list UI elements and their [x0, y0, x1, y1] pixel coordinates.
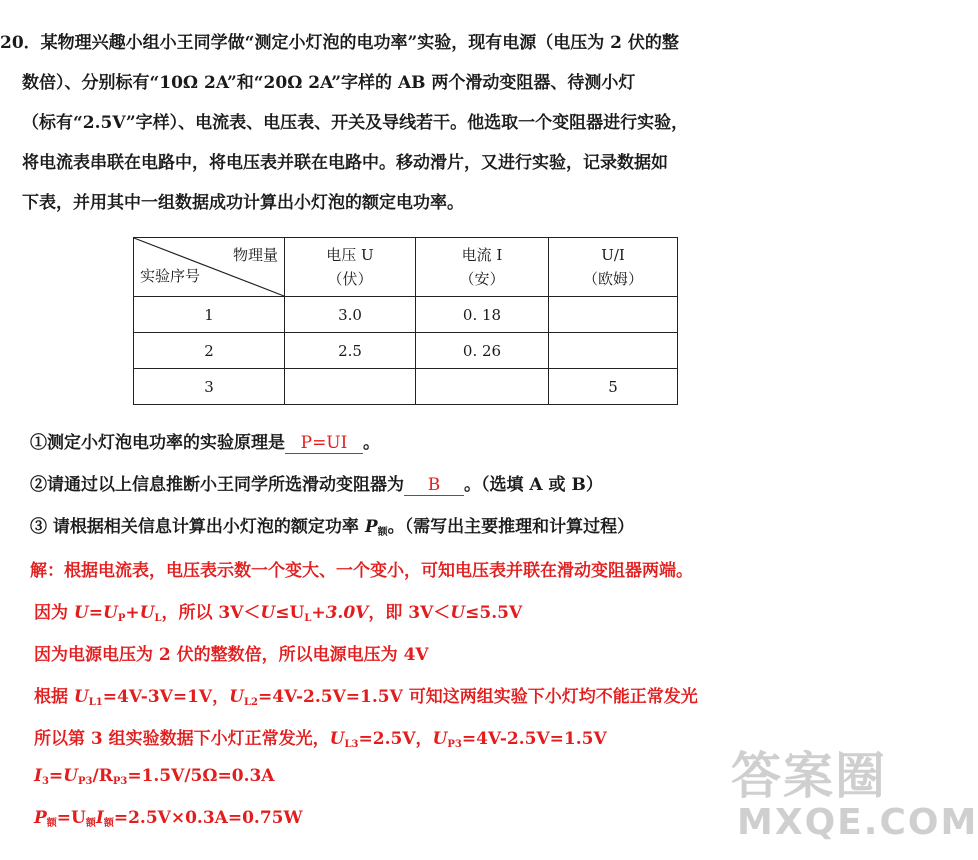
solution-line-6: $I_3=U_{P3}/R_{P3}=1.5V/5\Omega=0.3A$ — [34, 766, 275, 787]
cell-voltage — [285, 369, 416, 405]
cell-current: 0. 26 — [416, 333, 549, 369]
corner-bottom-label: 实验序号 — [140, 267, 201, 285]
table-header-row — [134, 238, 678, 297]
sub-question-2: ②请通过以上信息推断小王同学所选滑动变阻器为 B 。（选填 A 或 B） — [30, 475, 603, 495]
header-resistance: U/I （欧姆） — [549, 238, 678, 297]
answer-2: B — [404, 475, 464, 496]
cell-current — [416, 369, 549, 405]
question-line-4: 将电流表串联在电路中，将电压表并联在电路中。移动滑片，又进行实验，记录数据如 — [22, 153, 668, 173]
cell-voltage: 2.5 — [285, 333, 416, 369]
header-voltage: 电压 U （伏） — [285, 238, 416, 297]
cell-ratio — [549, 297, 678, 333]
cell-ratio — [549, 333, 678, 369]
sub-question-1: ①测定小灯泡电功率的实验原理是 P=UI 。 — [30, 433, 380, 453]
solution-line-2: 因为 $U=U_P+U_L$，所以 $3V<U\le U_L+3.0V$，即 3V＜U≤5.5V — [34, 603, 523, 624]
solution-line-3: 因为电源电压为 2 伏的整数倍，所以电源电压为 4V — [34, 645, 429, 665]
question-line-2: 数倍）、分别标有“10Ω 2A”和“20Ω 2A”字样的 AB 两个滑动变阻器、待测小灯 — [22, 73, 636, 93]
question-line-1: 20．某物理兴趣小组小王同学做“测定小灯泡的电功率”实验，现有电源（电压为 2 伏的整 — [0, 33, 679, 53]
data-table — [133, 237, 678, 405]
solution-line-4: 根据 $U_{L1}=4V-3V=1V$，$U_{L2}=4V-2.5V=1.5V$ 可知这两组实验下小灯均不能正常发光 — [34, 687, 698, 708]
cell-current: 0. 18 — [416, 297, 549, 333]
solution-line-5: 所以第 3 组实验数据下小灯正常发光，$U_{L3}=2.5V$，$U_{P3}=4V-2.5V=1.5V$ — [34, 729, 607, 750]
header-current: 电流 I （安） — [416, 238, 549, 297]
solution-line-7: $P_额=U_额I_额=2.5V\times 0.3A=0.75W$ — [34, 808, 303, 829]
table-row — [134, 297, 678, 333]
cell-seq: 1 — [134, 297, 285, 333]
corner-top-label: 物理量 — [232, 246, 278, 264]
cell-voltage: 3.0 — [285, 297, 416, 333]
question-line-3: （标有“2.5V”字样）、电流表、电压表、开关及导线若干。他选取一个变阻器进行实验， — [22, 113, 689, 133]
cell-ratio: 5 — [549, 369, 678, 405]
watermark-logo: 答案圈 MXQE.COM — [731, 747, 978, 843]
question-number: 20． — [0, 33, 41, 53]
cell-seq: 2 — [134, 333, 285, 369]
sub-question-3: ③ 请根据相关信息计算出小灯泡的额定功率 $P_额$。（需写出主要推理和计算过程） — [30, 517, 635, 538]
table-row — [134, 369, 678, 405]
solution-line-1: 解：根据电流表，电压表示数一个变大、一个变小，可知电压表并联在滑动变阻器两端。 — [30, 561, 693, 581]
answer-1: P=UI — [285, 433, 363, 454]
table-row — [134, 333, 678, 369]
question-line-5: 下表，并用其中一组数据成功计算出小灯泡的额定电功率。 — [22, 193, 464, 213]
table-corner-cell — [134, 238, 285, 297]
cell-seq: 3 — [134, 369, 285, 405]
